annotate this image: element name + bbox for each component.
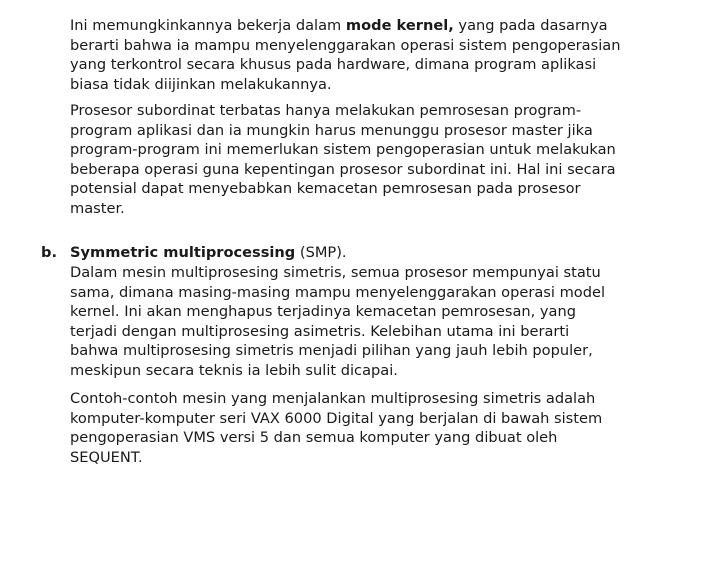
text-line: komputer-komputer seri VAX 6000 Digital yang berjalan di bawah sistem (70, 409, 603, 427)
text-run: Ini memungkinkannya bekerja dalam (70, 17, 346, 34)
bold-term-smp: Symmetric multiprocessing (70, 244, 296, 261)
text-line (70, 16, 620, 36)
text-line: program-program ini memerlukan sistem pengoperasian untuk melakukan (70, 141, 616, 158)
text-line: master. (70, 199, 125, 217)
text-line: meskipun secara teknis ia lebih sulit dicapai. (70, 361, 398, 379)
paragraph-subordinate-processor (70, 101, 616, 218)
paragraph-mode-kernel (70, 16, 620, 94)
text-line: bahwa multiprosesing simetris menjadi pilihan yang jauh lebih populer, (70, 342, 593, 359)
text-line: pengoperasian VMS versi 5 dan semua komputer yang dibuat oleh (70, 429, 558, 446)
text-line: kernel. Ini akan menghapus terjadinya kemacetan pemrosesan, yang (70, 303, 577, 320)
text-line: program aplikasi dan ia mungkin harus menunggu prosesor master jika (70, 121, 593, 139)
list-marker: b. (41, 244, 57, 261)
text-line: Contoh-contoh mesin yang menjalankan multiprosesing simetris adalah (70, 390, 596, 407)
paragraph-smp-description (70, 263, 605, 380)
bold-term-mode-kernel: mode kernel, (345, 17, 454, 34)
text-line: Prosesor subordinat terbatas hanya melakukan pemrosesan program- (70, 102, 582, 119)
text-line: berarti bahwa ia mampu menyelenggarakan operasi sistem pengoperasian (70, 36, 621, 54)
text-line: potensial dapat menyebabkan kemacetan pemrosesan pada prosesor (70, 180, 581, 197)
text-run: yang pada dasarnya (453, 17, 608, 34)
text-line: Dalam mesin multiprosesing simetris, semua prosesor mempunyai statu (70, 264, 601, 281)
text-line: SEQUENT. (70, 448, 143, 466)
paragraph-smp-examples (70, 389, 602, 467)
text-line: terjadi dengan multiprosesing asimetris. Kelebihan utama ini berarti (70, 322, 570, 340)
text-run: (SMP). (295, 244, 347, 261)
item-heading (70, 243, 347, 263)
text-line: sama, dimana masing-masing mampu menyelenggarakan operasi model (70, 283, 606, 301)
text-line: biasa tidak diijinkan melakukannya. (70, 75, 332, 93)
text-line: yang terkontrol secara khusus pada hardware, dimana program aplikasi (70, 56, 597, 73)
text-line: beberapa operasi guna kepentingan prosesor subordinat ini. Hal ini secara (70, 160, 616, 178)
